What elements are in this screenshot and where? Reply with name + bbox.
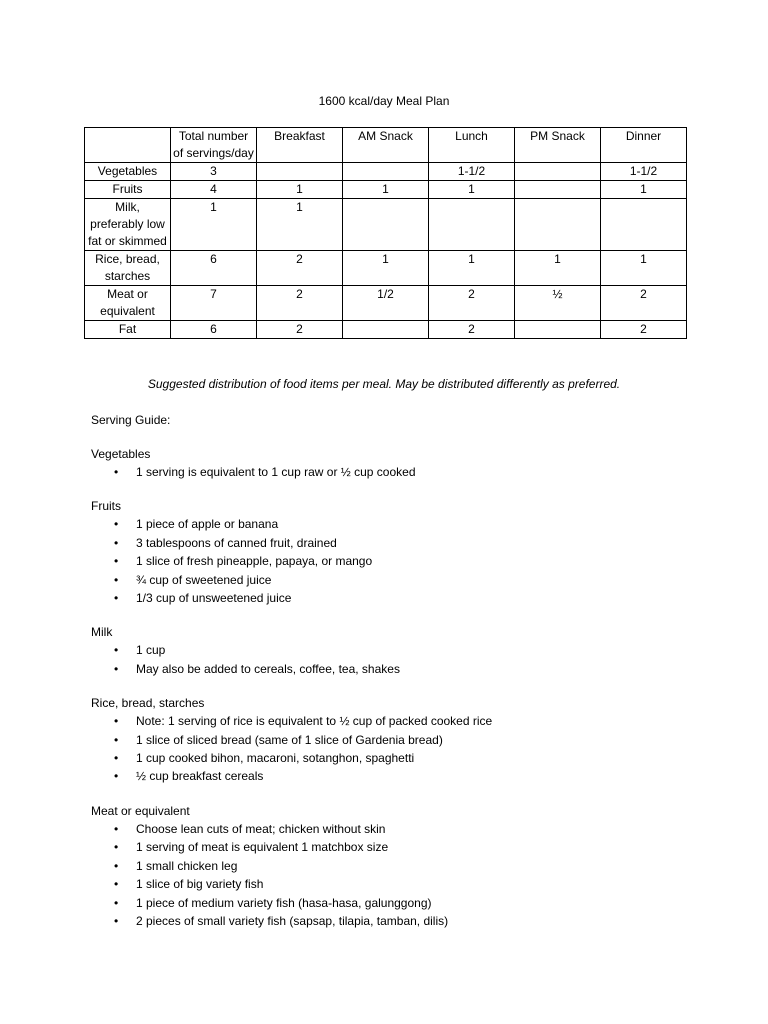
list-item: • Note: 1 serving of rice is equivalent to ½ cup of packed cooked rice (91, 712, 711, 730)
section-rice-bread-starches (91, 695, 711, 786)
table-cell: 2 (257, 251, 343, 286)
bullet-icon: • (114, 714, 119, 729)
section-title: Meat or equivalent (91, 803, 190, 818)
table-caption: Suggested distribution of food items per meal. May be distributed differently as preferred. (147, 377, 621, 391)
table-cell (515, 199, 601, 251)
section-meat-or-equivalent (91, 803, 711, 930)
table-row (85, 163, 687, 181)
table-cell: 1 (429, 181, 515, 199)
table-row (85, 181, 687, 199)
list-item: • 1/3 cup of unsweetened juice (91, 589, 711, 607)
row-label-cell: Milk, preferably low fat or skimmed (85, 199, 171, 251)
list-item: • 1 small chicken leg (91, 857, 711, 875)
header-cell: Total number of servings/day (171, 128, 257, 163)
meal-plan-table (84, 127, 687, 339)
bullet-icon: • (114, 821, 119, 836)
list-item: • May also be added to cereals, coffee, tea, shakes (91, 660, 711, 678)
table-cell (343, 163, 429, 181)
bullet-icon: • (114, 840, 119, 855)
list-item: • ¾ cup of sweetened juice (91, 571, 711, 589)
header-cell (85, 128, 171, 163)
table-cell (343, 199, 429, 251)
bullet-icon: • (114, 913, 119, 928)
table-row (85, 199, 687, 251)
section-vegetables (91, 446, 711, 481)
header-cell: Lunch (429, 128, 515, 163)
table-cell: ½ (515, 286, 601, 321)
table-cell (343, 321, 429, 339)
table-cell: 3 (171, 163, 257, 181)
table-cell: 1-1/2 (429, 163, 515, 181)
bullet-icon: • (114, 535, 119, 550)
table-cell: 6 (171, 321, 257, 339)
table-cell: 1 (601, 251, 687, 286)
table-cell (515, 181, 601, 199)
row-label-cell: Meat or equivalent (85, 286, 171, 321)
list-item: • 1 serving is equivalent to 1 cup raw or ½ cup cooked (91, 463, 711, 481)
section-milk (91, 624, 711, 678)
table-cell: 1 (343, 181, 429, 199)
table-cell: 7 (171, 286, 257, 321)
list-item: • 1 slice of sliced bread (same of 1 slice of Gardenia bread) (91, 731, 711, 749)
row-label-cell: Vegetables (85, 163, 171, 181)
table-cell: 1 (515, 251, 601, 286)
header-cell: PM Snack (515, 128, 601, 163)
bullet-icon: • (114, 661, 119, 676)
section-title: Vegetables (91, 447, 151, 461)
table-cell: 1 (343, 251, 429, 286)
table-cell: 2 (601, 321, 687, 339)
row-label-cell: Rice, bread, starches (85, 251, 171, 286)
list-item: • 1 piece of medium variety fish (hasa-hasa, galunggong) (91, 894, 711, 912)
table-cell: 1 (601, 181, 687, 199)
bullet-icon: • (114, 895, 119, 910)
bullet-icon: • (114, 465, 119, 479)
list-item: • 1 serving of meat is equivalent 1 matchbox size (91, 838, 711, 856)
table-cell: 1-1/2 (601, 163, 687, 181)
bullet-icon: • (114, 554, 119, 569)
table-cell: 2 (257, 286, 343, 321)
table-cell: 1 (257, 181, 343, 199)
table-cell: 1 (171, 199, 257, 251)
table-cell: 2 (429, 321, 515, 339)
table-cell (601, 199, 687, 251)
row-label-cell: Fruits (85, 181, 171, 199)
list-item: • ½ cup breakfast cereals (91, 767, 711, 785)
bullet-icon: • (114, 517, 119, 532)
list-item: • 1 cup (91, 641, 711, 659)
bullet-icon: • (114, 877, 119, 892)
bullet-icon: • (114, 751, 119, 766)
table-cell: 1/2 (343, 286, 429, 321)
header-cell: AM Snack (343, 128, 429, 163)
table-cell (515, 321, 601, 339)
list-item: • 1 cup cooked bihon, macaroni, sotanghon, spaghetti (91, 749, 711, 767)
table-cell (515, 163, 601, 181)
table-cell: 2 (429, 286, 515, 321)
table-row (85, 286, 687, 321)
list-item: • Choose lean cuts of meat; chicken without skin (91, 820, 711, 838)
table-row (85, 321, 687, 339)
list-item: • 3 tablespoons of canned fruit, drained (91, 534, 711, 552)
header-cell: Breakfast (257, 128, 343, 163)
section-fruits (91, 498, 711, 607)
page-title: 1600 kcal/day Meal Plan (318, 94, 450, 108)
list-item: • 1 slice of fresh pineapple, papaya, or mango (91, 552, 711, 570)
bullet-icon: • (114, 572, 119, 587)
bullet-icon: • (114, 769, 119, 784)
serving-guide (91, 412, 711, 947)
table-cell: 6 (171, 251, 257, 286)
bullet-icon: • (114, 643, 119, 658)
section-title: Milk (91, 625, 113, 640)
bullet-icon: • (114, 858, 119, 873)
section-title: Rice, bread, starches (91, 696, 205, 711)
list-item: • 1 piece of apple or banana (91, 515, 711, 533)
bullet-icon: • (114, 591, 119, 606)
table-cell: 1 (257, 199, 343, 251)
table-header-row (85, 128, 687, 163)
table-cell: 1 (429, 251, 515, 286)
header-cell: Dinner (601, 128, 687, 163)
list-item: • 2 pieces of small variety fish (sapsap, tilapia, tamban, dilis) (91, 912, 711, 930)
table-row (85, 251, 687, 286)
table-cell: 4 (171, 181, 257, 199)
row-label-cell: Fat (85, 321, 171, 339)
bullet-icon: • (114, 732, 119, 747)
table-cell (257, 163, 343, 181)
list-item: • 1 slice of big variety fish (91, 875, 711, 893)
table-cell (429, 199, 515, 251)
table-cell: 2 (257, 321, 343, 339)
section-title: Fruits (91, 499, 121, 514)
serving-guide-title: Serving Guide: (91, 413, 171, 427)
table-cell: 2 (601, 286, 687, 321)
